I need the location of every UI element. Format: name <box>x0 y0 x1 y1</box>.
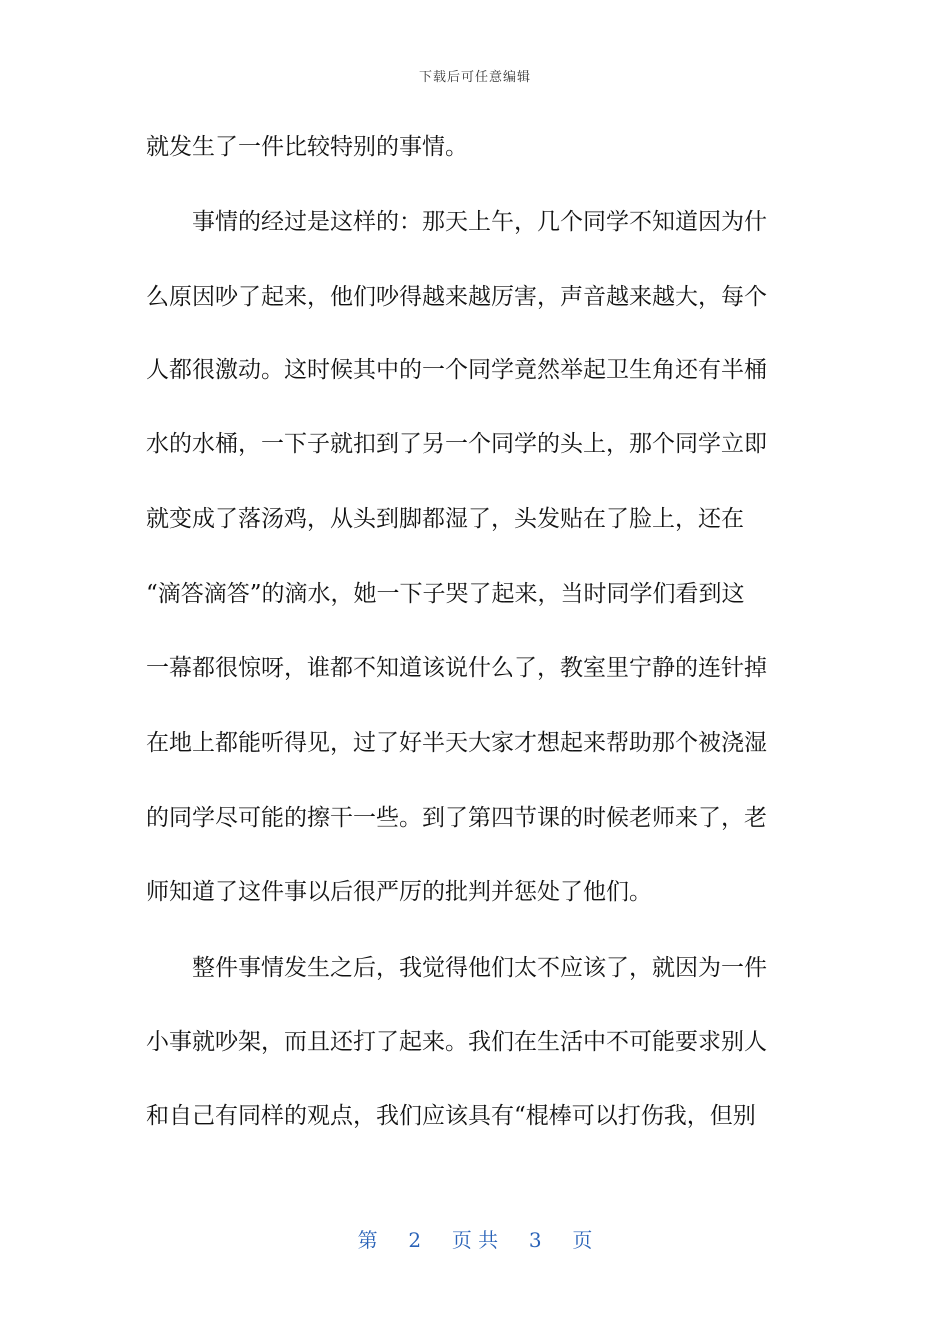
total-pages-number: 3 <box>528 1228 542 1252</box>
text-line: 师知道了这件事以后很严厉的批判并惩处了他们。 <box>146 879 652 905</box>
current-page-number: 2 <box>408 1228 422 1252</box>
page-end-label: 页 <box>572 1228 593 1252</box>
page-label: 第 <box>357 1228 378 1252</box>
text-line: 小事就吵架，而且还打了起来。我们在生活中不可能要求别人 <box>146 1029 767 1055</box>
text-line: “滴答滴答”的滴水，她一下子哭了起来，当时同学们看到这 <box>146 581 745 607</box>
paragraph-first-line: 事情的经过是这样的：那天上午，几个同学不知道因为什 <box>192 209 767 235</box>
text-line: 的同学尽可能的擦干一些。到了第四节课的时候老师来了，老 <box>146 805 767 831</box>
paragraph-first-line: 整件事情发生之后，我觉得他们太不应该了，就因为一件 <box>192 955 767 981</box>
text-line: 就变成了落汤鸡，从头到脚都湿了，头发贴在了脸上，还在 <box>146 506 744 532</box>
page-header: 下载后可任意编辑 <box>418 70 531 85</box>
page-footer <box>0 1224 950 1253</box>
text-line: 人都很激动。这时候其中的一个同学竟然举起卫生角还有半桶 <box>146 357 767 383</box>
text-line: 在地上都能听得见，过了好半天大家才想起来帮助那个被浇湿 <box>146 730 767 756</box>
text-line: 就发生了一件比较特别的事情。 <box>146 134 468 160</box>
total-label: 页 共 <box>451 1228 499 1252</box>
text-line: 么原因吵了起来，他们吵得越来越厉害，声音越来越大，每个 <box>146 284 767 310</box>
text-line: 一幕都很惊呀，谁都不知道该说什么了，教室里宁静的连针掉 <box>146 655 767 681</box>
text-line: 水的水桶，一下子就扣到了另一个同学的头上，那个同学立即 <box>146 431 767 457</box>
text-line: 和自己有同样的观点，我们应该具有“棍棒可以打伤我，但别 <box>146 1103 756 1129</box>
